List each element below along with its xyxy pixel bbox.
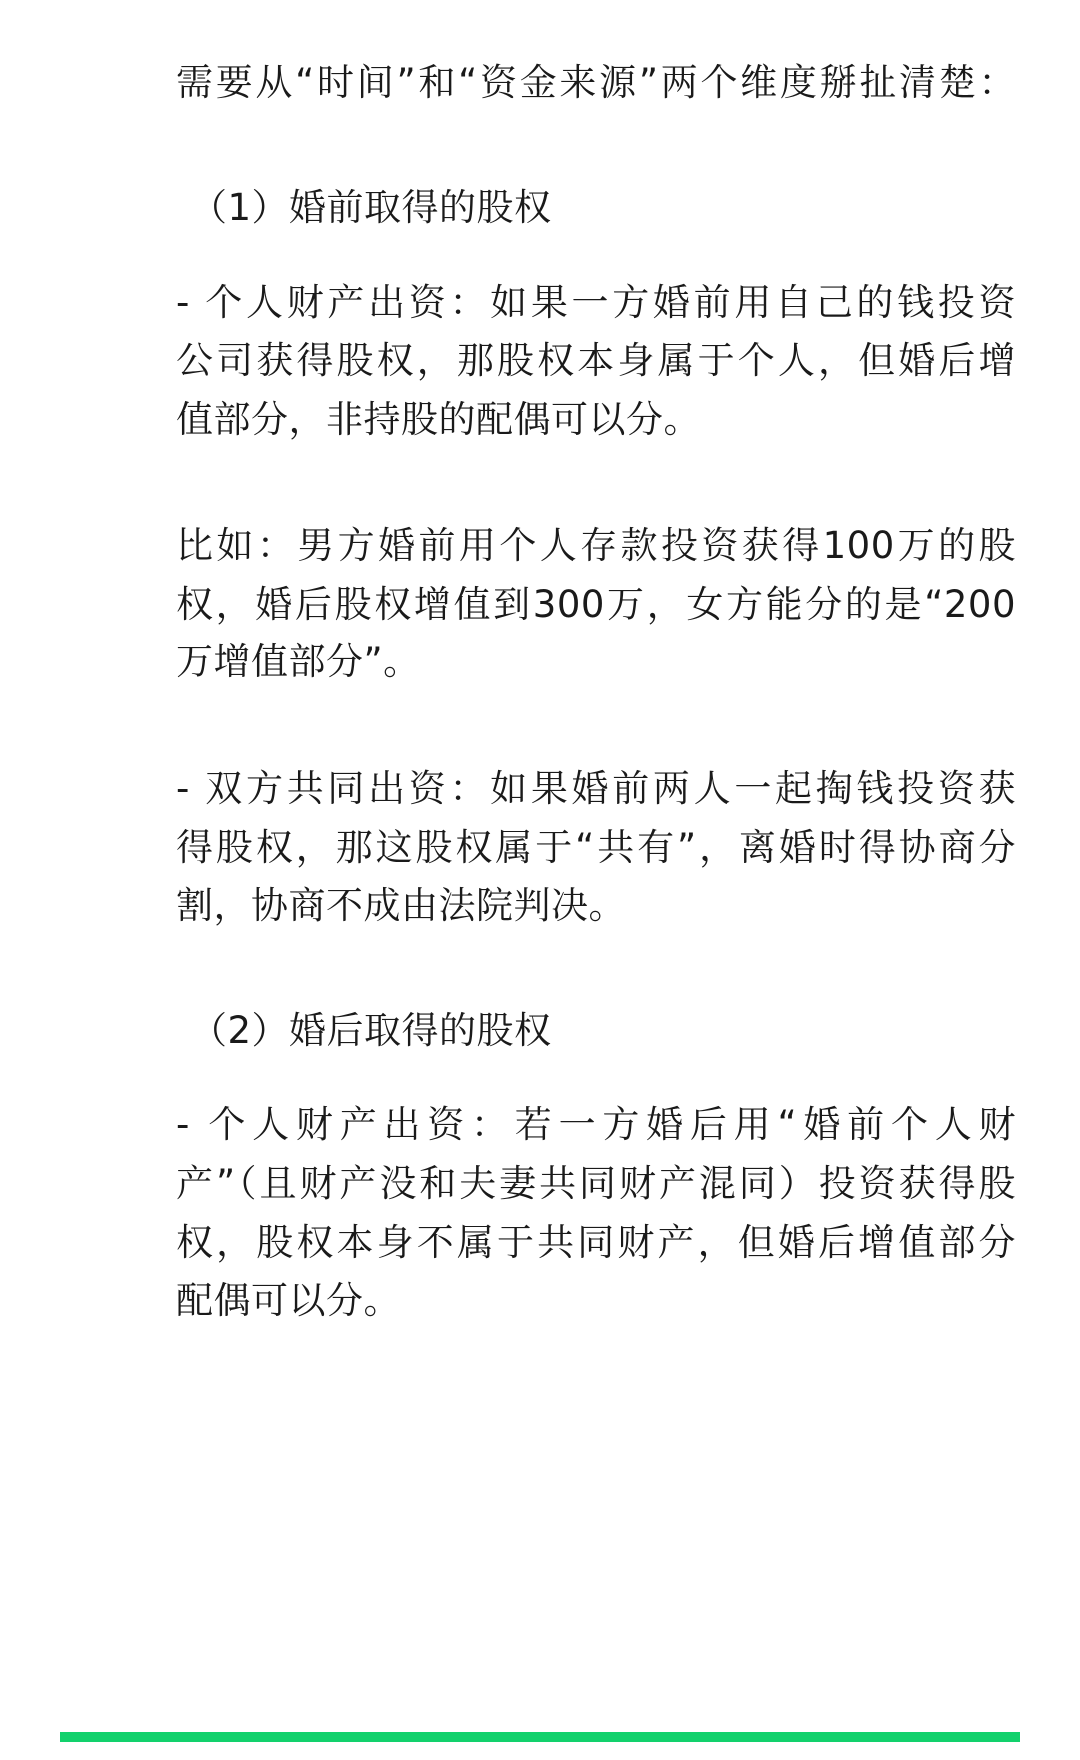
- paragraph-line: 配偶可以分。: [176, 1279, 401, 1322]
- section-2-heading: （2）婚后取得的股权: [190, 1009, 552, 1052]
- paragraph-line: - 个人财产出资：若一方婚后用“婚前个人财: [176, 1103, 1016, 1146]
- paragraph-line: - 个人财产出资：如果一方婚前用自己的钱投资: [176, 281, 1016, 324]
- paragraph-line: 比如：男方婚前用个人存款投资获得100万的股: [176, 524, 1016, 567]
- section-1-heading: （1）婚前取得的股权: [190, 186, 552, 229]
- paragraph-line: 产”（且财产没和夫妻共同财产混同）投资获得股: [176, 1162, 1016, 1205]
- paragraph-line: 值部分，非持股的配偶可以分。: [176, 398, 701, 441]
- reading-progress-fill: [60, 1732, 1020, 1742]
- paragraph-line: - 双方共同出资：如果婚前两人一起掏钱投资获: [176, 767, 1016, 810]
- paragraph-line: 公司获得股权，那股权本身属于个人，但婚后增: [176, 339, 1016, 382]
- paragraph-line: 得股权，那这股权属于“共有”，离婚时得协商分: [176, 826, 1016, 869]
- paragraph-line: 割，协商不成由法院判决。: [176, 884, 626, 927]
- paragraph-line: 权，股权本身不属于共同财产，但婚后增值部分: [176, 1221, 1016, 1264]
- intro-paragraph: 需要从“时间”和“资金来源”两个维度掰扯清楚：: [176, 61, 1016, 104]
- paragraph-line: 权，婚后股权增值到300万，女方能分的是“200: [176, 583, 1016, 626]
- paragraph-line: 万增值部分”。: [176, 640, 421, 683]
- reading-progress-bar: [60, 1732, 1020, 1742]
